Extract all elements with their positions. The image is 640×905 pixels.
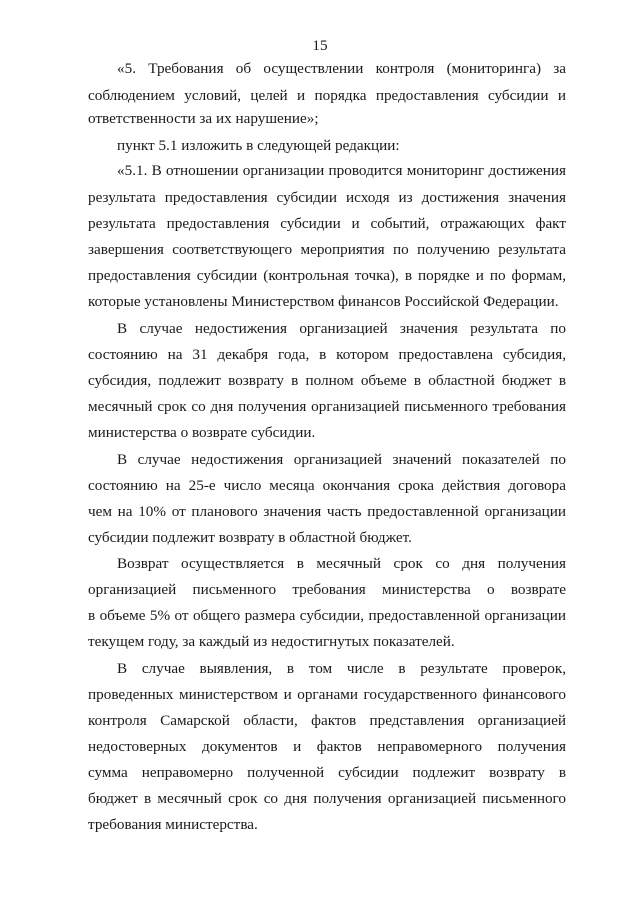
text-line: контроля Самарской области, фактов представления организацией xyxy=(88,712,566,729)
text-line: проведенных министерством и органами государственного финансового xyxy=(88,686,566,703)
text-line: которые установлены Министерством финансов Российской Федерации. xyxy=(88,293,559,310)
text-line: субсидии подлежит возврату в областной бюджет. xyxy=(88,529,412,546)
text-line: чем на 10% от планового значения часть предоставленной организации xyxy=(88,503,566,520)
text-line: текущем году, за каждый из недостигнутых показателей. xyxy=(88,633,455,650)
page-number: 15 xyxy=(312,37,328,54)
text-line: ответственности за их нарушение»; xyxy=(88,110,319,127)
text-line: «5.1. В отношении организации проводится мониторинг достижения xyxy=(117,162,566,179)
text-line: соблюдением условий, целей и порядка предоставления субсидии и xyxy=(88,87,566,104)
text-line: состоянию на 31 декабря года, в котором предоставлена субсидия, xyxy=(88,346,566,363)
text-line: недостоверных документов и фактов неправомерного получения xyxy=(88,738,566,755)
text-line: месячный срок со дня получения организацией письменного требования xyxy=(88,398,566,415)
text-line: в объеме 5% от общего размера субсидии, предоставленной организации xyxy=(88,607,566,624)
text-line: завершения соответствующего мероприятия по получению результата xyxy=(88,241,566,258)
text-line: организацией письменного требования министерства о возврате xyxy=(88,581,566,598)
text-line: министерства о возврате субсидии. xyxy=(88,424,316,441)
text-line: сумма неправомерно полученной субсидии подлежит возврату в xyxy=(88,764,566,781)
text-line: результата предоставления субсидии и событий, отражающих факт xyxy=(88,215,566,232)
text-line: требования министерства. xyxy=(88,816,258,833)
text-line: Возврат осуществляется в месячный срок со дня получения xyxy=(117,555,566,572)
text-line: В случае недостижения организацией значений показателей по xyxy=(117,451,566,468)
text-line: В случае недостижения организацией значения результата по xyxy=(117,320,566,337)
text-line: состоянию на 25-е число месяца окончания срока действия договора xyxy=(88,477,566,494)
text-line: пункт 5.1 изложить в следующей редакции: xyxy=(117,137,400,154)
text-line: результата предоставления субсидии исходя из достижения значения xyxy=(88,189,566,206)
text-line: В случае выявления, в том числе в результате проверок, xyxy=(117,660,566,677)
text-line: бюджет в месячный срок со дня получения организацией письменного xyxy=(88,790,566,807)
text-line: «5. Требования об осуществлении контроля (мониторинга) за xyxy=(117,60,566,77)
text-line: предоставления субсидии (контрольная точка), в порядке и по формам, xyxy=(88,267,566,284)
text-line: субсидия, подлежит возврату в полном объеме в областной бюджет в xyxy=(88,372,566,389)
